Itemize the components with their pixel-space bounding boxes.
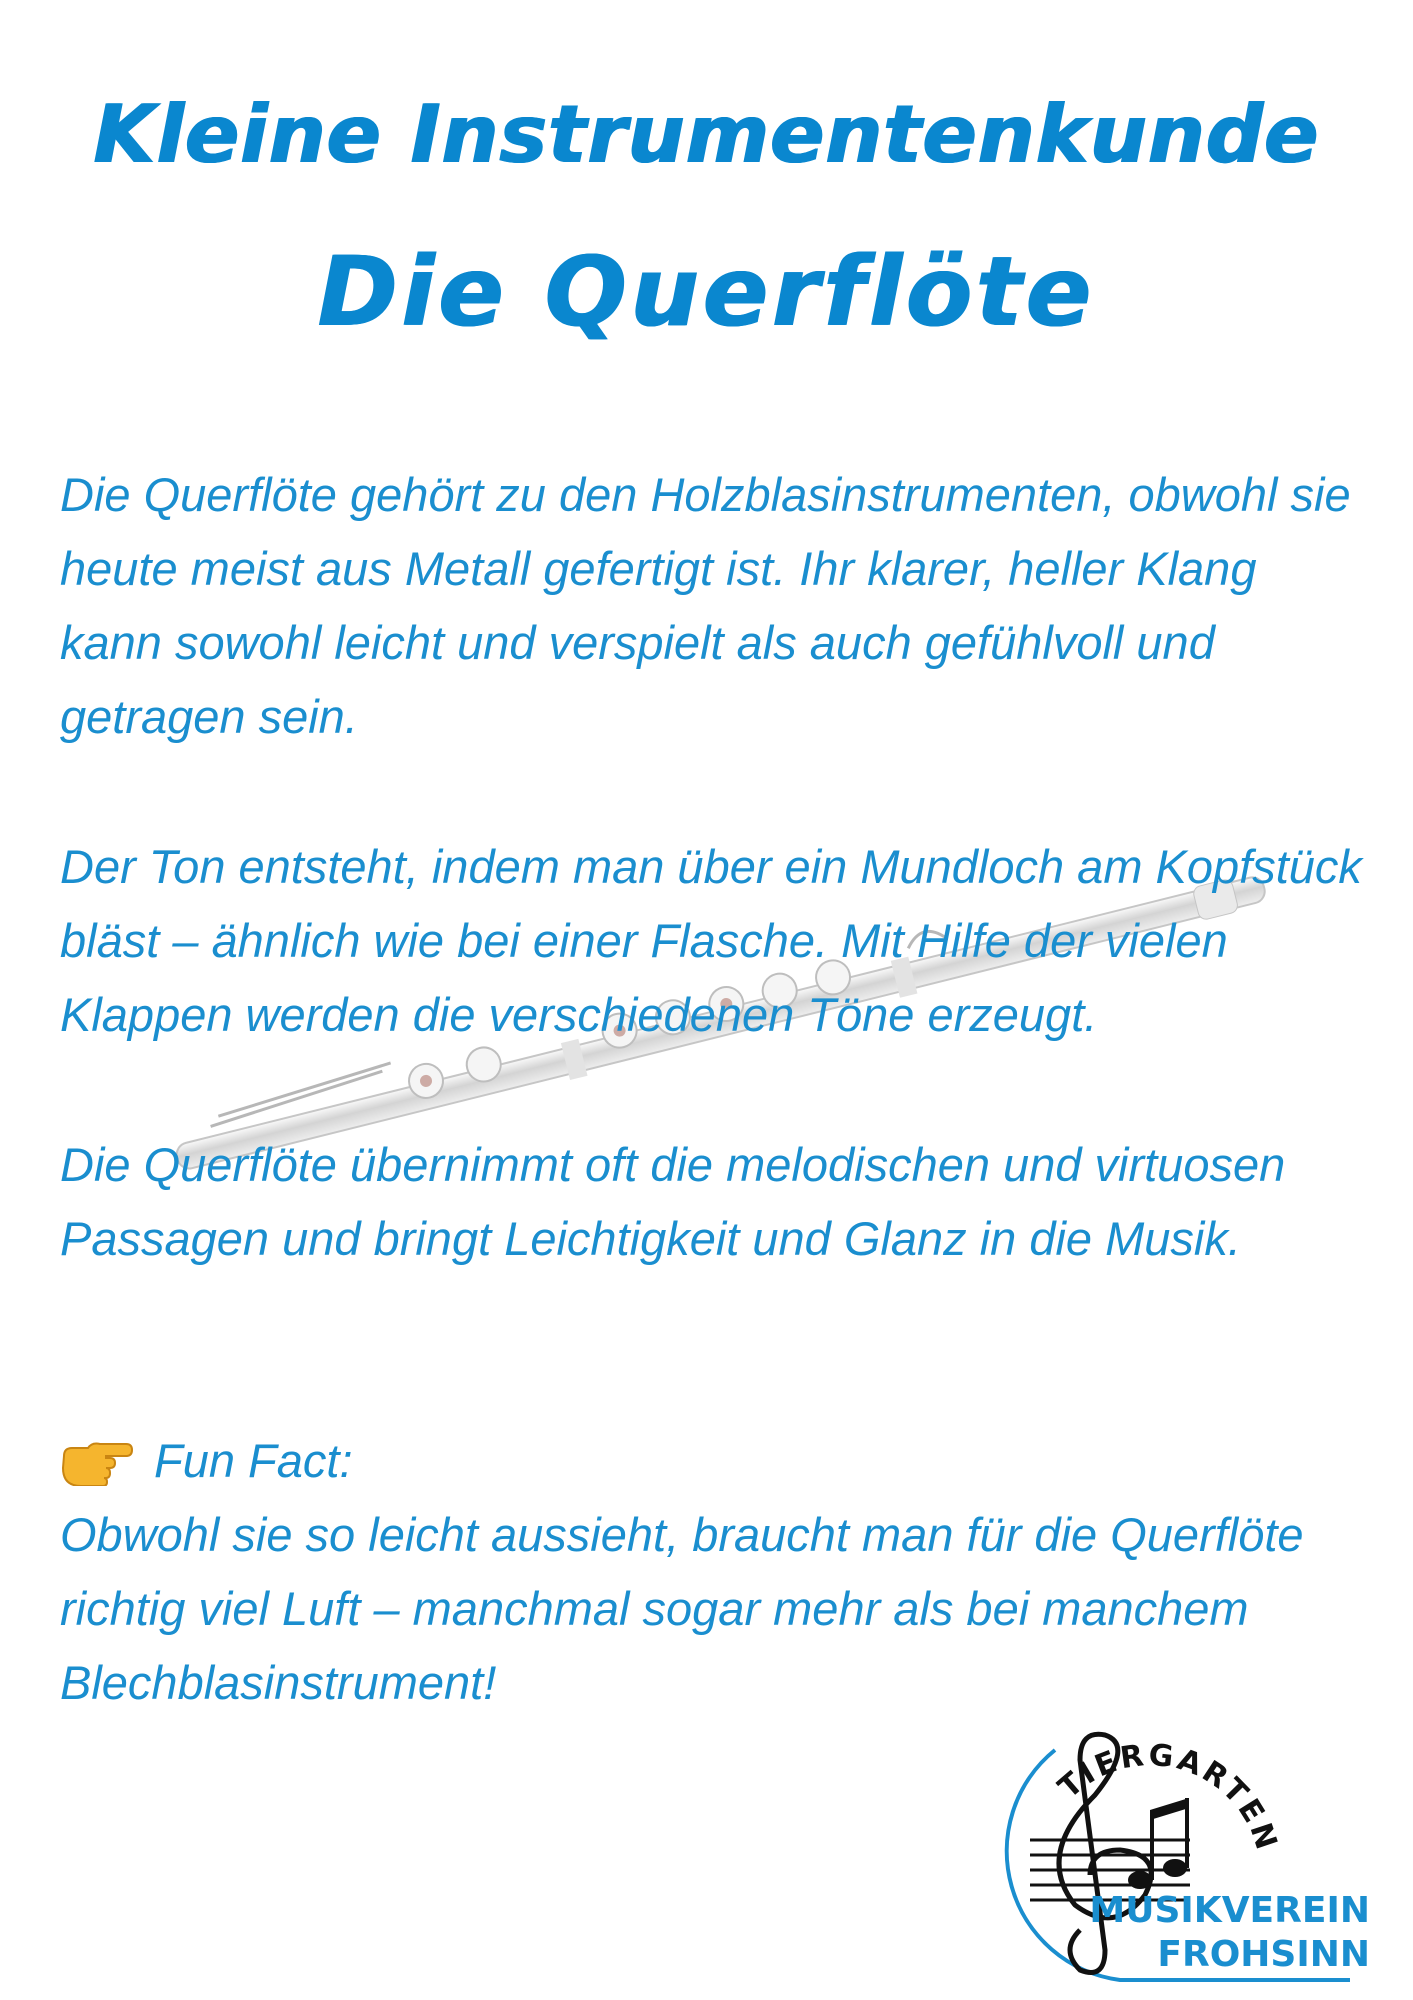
logo-name-line2: FROHSINN <box>1157 1934 1370 1975</box>
page-subtitle: Die Querflöte <box>317 236 1096 348</box>
paragraph-role: Die Querflöte übernimmt oft die melodischen und virtuosen Passagen und bringt Leichtigkeit und Glanz in die Musik. <box>60 1138 1286 1265</box>
club-logo <box>960 1690 1380 1990</box>
page-title: Kleine Instrumentenkunde <box>93 88 1320 181</box>
fun-fact-label: Fun Fact: <box>154 1434 353 1487</box>
fun-fact-heading <box>60 1424 1370 1498</box>
logo-arc-text: TIERGARTEN <box>1051 1737 1285 1857</box>
paragraph-sound: Der Ton entsteht, indem man über ein Mundloch am Kopfstück bläst – ähnlich wie bei einer Flasche. Mit Hilfe der vielen Klappen werden die verschiedenen Töne erzeugt. <box>60 840 1362 1041</box>
fun-fact-text: Obwohl sie so leicht aussieht, braucht man für die Querflöte richtig viel Luft – manchmal sogar mehr als bei manchem Blechblasinstrument! <box>60 1508 1304 1709</box>
pointing-hand-icon <box>60 1436 134 1486</box>
paragraph-intro: Die Querflöte gehört zu den Holzblasinstrumenten, obwohl sie heute meist aus Metall gefertigt ist. Ihr klarer, heller Klang kann sowohl leicht und verspielt als auch gefühlvoll und getragen sein. <box>60 468 1351 743</box>
logo-name-line1: MUSIKVEREIN <box>1089 1890 1370 1931</box>
